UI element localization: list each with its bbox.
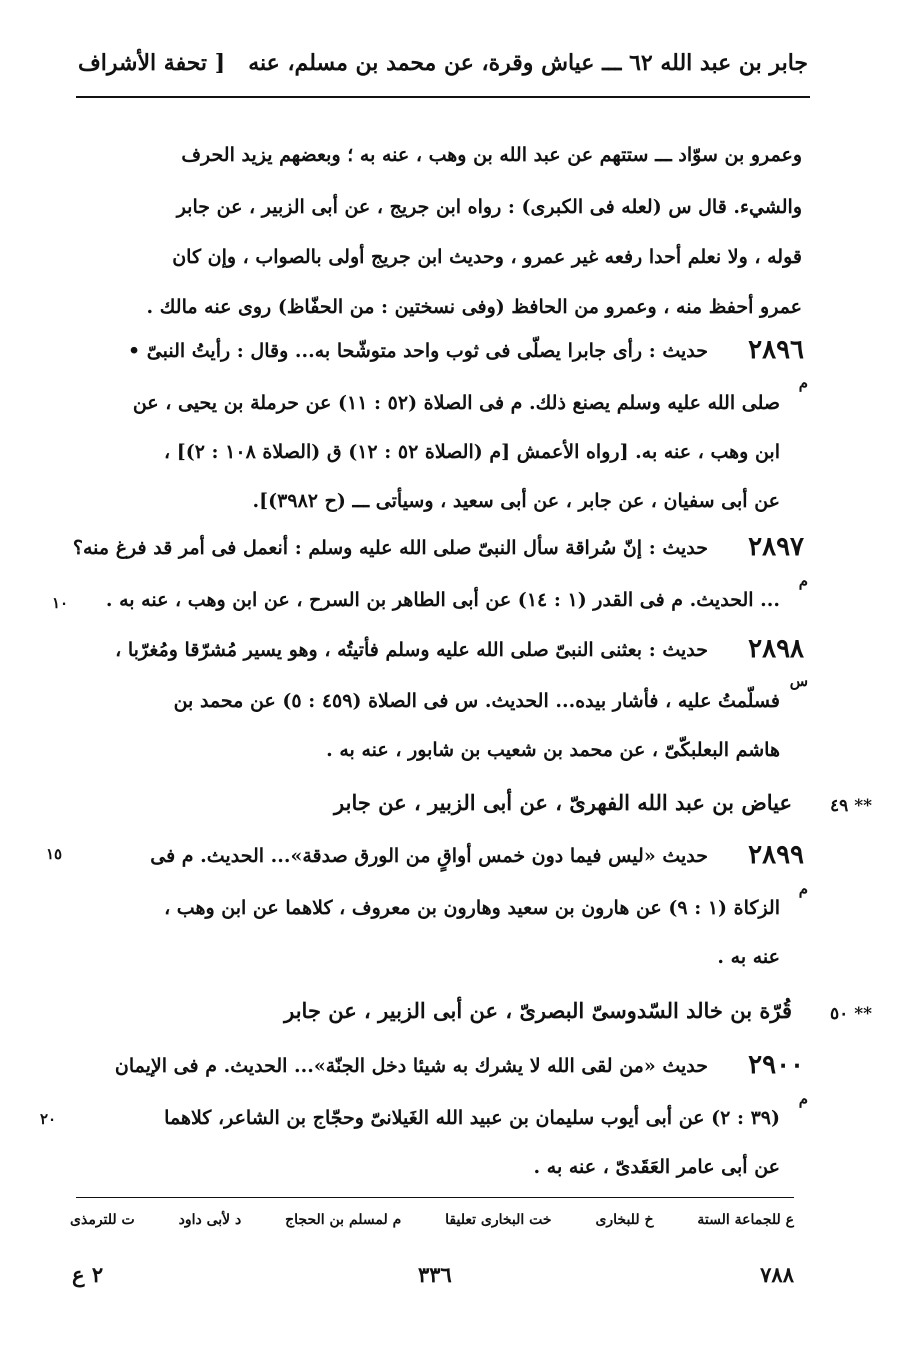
hadith-2896-line-3: ابن وهب ، عنه به. [رواه الأعمش [م (الصلاة ٥٢ : ١٢) ق (الصلاة ١٠٨ : ٢)] ، (163, 441, 780, 463)
hadith-number-2897: ٢٨٩٧ (748, 532, 804, 562)
legend-item: ع للجماعة الستة (697, 1212, 794, 1228)
hadith-2898-line-2: فسلّمتُ عليه ، فأشار بيده... الحديث. س فى الصلاة (٤٥٩ : ٥) عن محمد بن (173, 690, 780, 712)
footer-rule (76, 1197, 794, 1198)
page-number: ٣٣٦ (418, 1262, 452, 1287)
intro-line-3: قوله ، ولا نعلم أحدا رفعه غير عمرو ، وحديث ابن جريج أولى بالصواب ، وإن كان (172, 246, 802, 268)
hadith-2900-line-2: (٣٩ : ٢) عن أبى أيوب سليمان بن عبيد الله الغَيلانىّ وحجّاج بن الشاعر، كلاهما (164, 1107, 780, 1129)
hadith-2896-line-1: حديث : رأى جابرا يصلّى فى ثوب واحد متوشّحا به... وقال : رأيتُ النبىّ • (128, 340, 708, 362)
legend-item: خت البخارى تعليقا (445, 1212, 552, 1228)
hadith-2899-source-mark: م (798, 880, 808, 898)
running-header-title: جابر بن عبد الله ٦٢ ـــ عياش وقرة، عن محمد بن مسلم، عنه (248, 50, 808, 76)
intro-line-1: وعمرو بن سوّاد ـــ ستتهم عن عبد الله بن وهب ، عنه به ؛ وبعضهم يزيد الحرف (181, 144, 802, 166)
section-49-heading: عياض بن عبد الله الفهرىّ ، عن أبى الزبير ، عن جابر (334, 790, 792, 815)
hadith-2898-line-3: هاشم البعلبكّىّ ، عن محمد بن شعيب بن شابور ، عنه به . (326, 739, 780, 761)
section-number-50: ٥٠ ** (830, 1004, 872, 1024)
legend-item: د لأبى داود (178, 1212, 242, 1228)
hadith-2900-source-mark: م (798, 1090, 808, 1108)
hadith-2899-line-3: عنه به . (717, 946, 780, 968)
entry-range-number: ٧٨٨ (760, 1262, 794, 1287)
hadith-number-2898: ٢٨٩٨ (748, 634, 804, 664)
hadith-2899-line-2: الزكاة (١ : ٩) عن هارون بن سعيد وهارون بن معروف ، كلاهما عن ابن وهب ، (164, 897, 780, 919)
legend-item: م لمسلم بن الحجاج (285, 1212, 402, 1228)
hadith-2900-line-3: عن أبى عامر العَقَدىّ ، عنه به . (533, 1156, 780, 1178)
line-number-10: ١٠ (52, 594, 69, 612)
hadith-number-2896: ٢٨٩٦ (748, 335, 804, 365)
volume-mark: ٢ ع (72, 1262, 104, 1287)
line-number-20: ٢٠ (40, 1110, 57, 1128)
hadith-2898-source-mark: س (789, 672, 808, 690)
hadith-2896-line-4: عن أبى سفيان ، عن جابر ، عن أبى سعيد ، وسيأتى ـــ (ح ٣٩٨٢)]. (252, 490, 780, 512)
hadith-2900-line-1: حديث «من لقى الله لا يشرك به شيئا دخل الجنّة»... الحديث. م فى الإيمان (114, 1055, 708, 1077)
header-rule (76, 96, 810, 98)
hadith-2897-source-mark: م (798, 572, 808, 590)
running-header-book: [ تحفة الأشراف (78, 50, 226, 76)
intro-line-2: والشيء. قال س (لعله فى الكبرى) : رواه ابن جريج ، عن أبى الزبير ، عن جابر (176, 196, 802, 218)
abbreviation-legend (70, 1212, 794, 1228)
line-number-15: ١٥ (46, 845, 63, 863)
hadith-2897-line-1: حديث : إنّ سُراقة سأل النبىّ صلى الله عليه وسلم : أنعمل فى أمر قد فرغ منه؟ (72, 537, 708, 559)
hadith-2899-line-1: حديث «ليس فيما دون خمس أواقٍ من الورق صدقة»... الحديث. م فى (150, 845, 708, 867)
hadith-2898-line-1: حديث : بعثنى النبىّ صلى الله عليه وسلم فأتيتُه ، وهو يسير مُشرّقا ومُغرّبا ، (115, 639, 708, 661)
hadith-2896-line-2: صلى الله عليه وسلم يصنع ذلك. م فى الصلاة (٥٢ : ١١) عن حرملة بن يحيى ، عن (132, 392, 780, 414)
hadith-2897-line-2: ... الحديث. م فى القدر (١ : ١٤) عن أبى الطاهر بن السرح ، عن ابن وهب ، عنه به . (105, 589, 780, 611)
legend-item: ت للترمذى (70, 1212, 135, 1228)
section-50-heading: قُرّة بن خالد السّدوسىّ البصرىّ ، عن أبى الزبير ، عن جابر (284, 998, 792, 1023)
intro-line-4: عمرو أحفظ منه ، وعمرو من الحافظ (وفى نسختين : من الحفّاظ) روى عنه مالك . (146, 296, 802, 318)
legend-item: خ للبخارى (595, 1212, 654, 1228)
section-number-49: ٤٩ ** (830, 796, 872, 816)
hadith-number-2900: ٢٩٠٠ (748, 1050, 804, 1080)
hadith-2896-source-mark: م (798, 374, 808, 392)
hadith-number-2899: ٢٨٩٩ (748, 840, 804, 870)
